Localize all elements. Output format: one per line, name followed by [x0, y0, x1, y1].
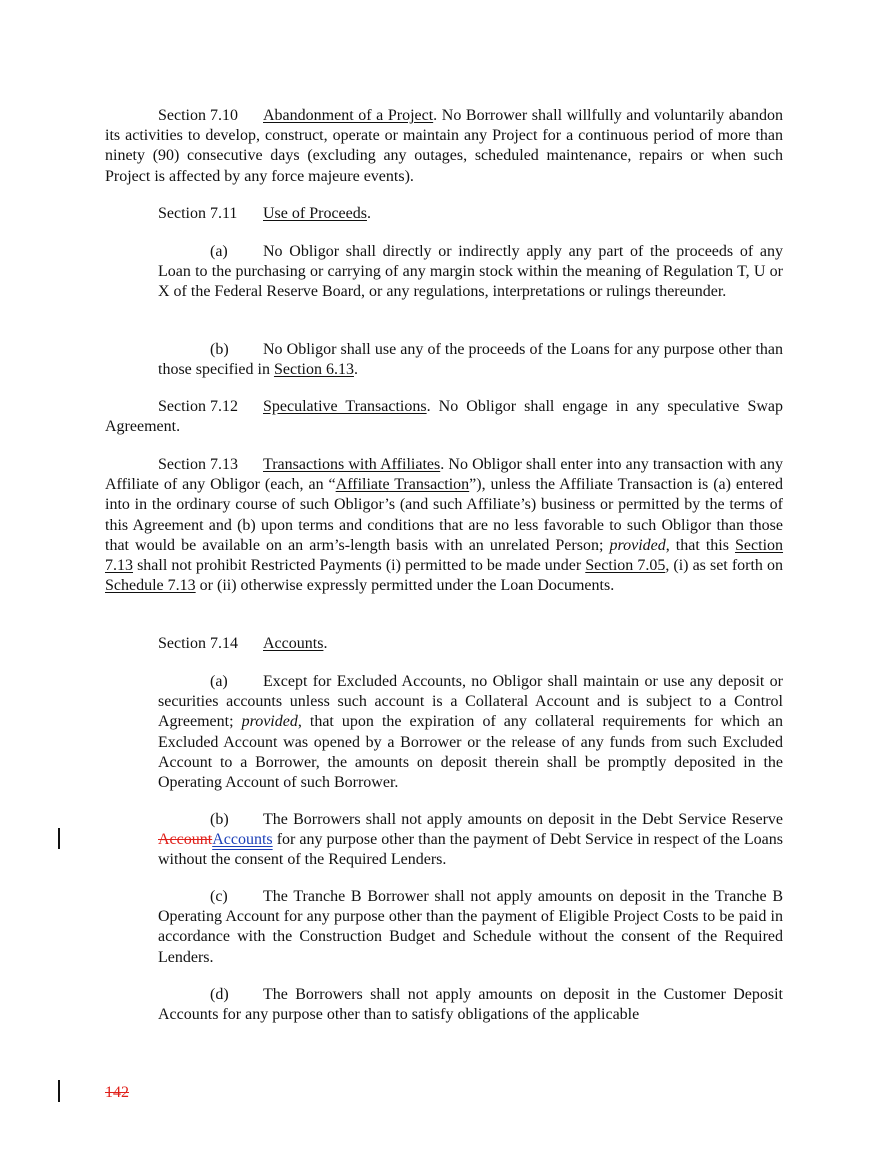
- section-number: Section 7.14: [158, 635, 238, 652]
- page-number: 142: [105, 1084, 129, 1101]
- section-title: Accounts: [263, 635, 324, 652]
- section-title: Abandonment of a Project: [263, 107, 434, 124]
- section-body: . No Obligor shall engage in any speculative Swap Agreement.: [105, 398, 784, 436]
- clause-text: The Tranche B Borrower shall not apply amounts on deposit in the Tranche B Operating Account for any purpose other than the payment of Eligible Project Costs to be paid in accordance with the Construction Budget and Schedule without the consent of the Required Lenders.: [158, 888, 783, 966]
- clause-text: No Obligor shall directly or indirectly apply any part of the proceeds of any Loan to the purchasing or carrying of any margin stock within the meaning of Regulation T, U or X of the Federal Reserve Board, or any regulations, interpretations or rulings thereunder.: [158, 243, 783, 301]
- section-body: . No Borrower shall willfully and voluntarily abandon its activities to develop, construct, operate or maintain any Project for a continuous period of more than ninety (90) consecutive days (excluding any outages, scheduled maintenance, repairs or when such Project is affected by any force majeure events).: [105, 107, 783, 185]
- cross-reference: Section 6.13: [273, 361, 354, 379]
- clause-label: (c): [210, 888, 228, 905]
- inserted-text: Accounts: [212, 831, 273, 849]
- clause-label: (a): [210, 243, 228, 260]
- clause-label: (a): [210, 673, 228, 690]
- section-7-11-a: [158, 242, 783, 303]
- section-title: Speculative Transactions: [263, 398, 427, 415]
- clause-text: The Borrowers shall not apply amounts on deposit in the Customer Deposit Accounts for any purpose other than to satisfy obligations of the applicable: [158, 986, 783, 1024]
- cross-reference: Section 7.13: [105, 536, 784, 575]
- section-7-11: Section 7.11 Use of Proceeds.: [105, 204, 783, 224]
- section-number: Section 7.10: [158, 107, 238, 124]
- clause-text: No Obligor shall use any of the proceeds of the Loans for any purpose other than those specified in: [158, 341, 783, 379]
- section-7-14-c: [158, 887, 783, 968]
- section-7-14-a: (a) Except for Excluded Accounts, no Obligor shall maintain or use any deposit or securities accounts unless such account is a Collateral Account and is subject to a Control Agreement; provided, that upon the expiration of any collateral requirements for which an Excluded Account was opened by a Borrower or the release of any funds from such Excluded Account to a Borrower, the amounts on deposit therein shall be promptly deposited in the Operating Account of such Borrower.: [158, 673, 783, 792]
- clause-label: (d): [210, 986, 229, 1003]
- section-title: Transactions with Affiliates: [263, 456, 441, 473]
- section-7-14: Section 7.14 Accounts.: [105, 634, 783, 654]
- change-bar: [58, 1080, 60, 1102]
- clause-label: (b): [210, 341, 229, 358]
- change-bar: [58, 828, 60, 849]
- section-number: Section 7.12: [158, 398, 238, 415]
- section-title: Use of Proceeds: [263, 205, 367, 222]
- section-number: Section 7.11: [158, 205, 238, 222]
- section-7-11-b: (b) No Obligor shall use any of the proceeds of the Loans for any purpose other than those specified in Section 6.13.: [158, 341, 783, 379]
- defined-term: Affiliate Transaction: [335, 476, 470, 494]
- section-7-14-b: (b) The Borrowers shall not apply amounts on deposit in the Debt Service Reserve AccountAccounts for any purpose other than the payment of Debt Service in respect of the Loans without the consent of the Required Lenders.: [158, 811, 783, 869]
- section-number: Section 7.13: [158, 456, 238, 473]
- section-7-13: Section 7.13 Transactions with Affiliates. No Obligor shall enter into any transaction with any Affiliate of any Obligor (each, an “Affiliate Transaction”), unless the Affiliate Transaction is (a) entered into in the ordinary course of such Obligor’s (and such Affiliate’s) business or permitted by the terms of this Agreement and (b) upon terms and conditions that are no less favorable to such Obligor than those that would be available on an arm’s-length basis with an unrelated Person; provided, that this Section 7.13 shall not prohibit Restricted Payments (i) permitted to be made under Section 7.05, (i) as set forth on Schedule 7.13 or (ii) otherwise expressly permitted under the Loan Documents.: [105, 456, 784, 595]
- clause-label: (b): [210, 811, 229, 828]
- section-7-14-d: [158, 985, 783, 1025]
- section-7-12: [105, 397, 783, 437]
- deleted-text: Account: [158, 831, 213, 849]
- section-7-10: [105, 106, 783, 187]
- cross-reference: Section 7.05: [585, 557, 666, 575]
- cross-reference: Schedule 7.13: [105, 577, 196, 595]
